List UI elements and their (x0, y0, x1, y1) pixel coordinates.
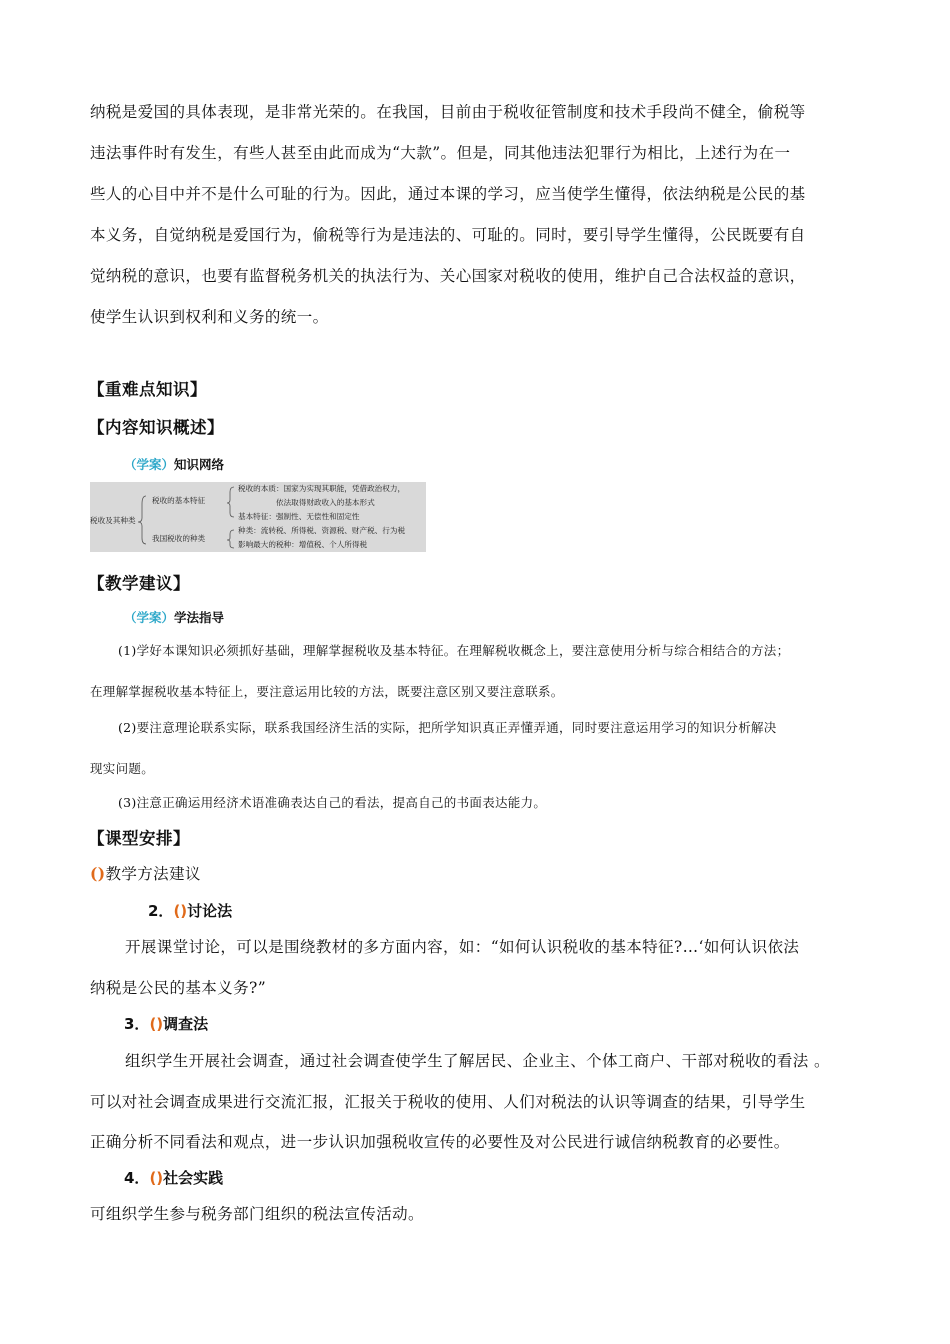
survey-line: 可以对社会调查成果进行交流汇报，汇报关于税收的使用、人们对税法的认识等调查的结果，引导学生 (90, 1093, 806, 1111)
method-item-2: (2)要注意理论联系实际，联系我国经济生活的实际，把所学知识真正弄懂弄通，同时要注意运用学习的知识分析解决 (118, 720, 777, 735)
method-title: 学法指导 (174, 610, 225, 625)
method-item-1-cont: 在理解掌握税收基本特征上，要注意运用比较的方法，既要注意区别又要注意联系。 (90, 684, 564, 699)
network-leaf1: 税收的本质：国家为实现其职能，凭借政治权力， (238, 484, 406, 493)
heading-suggestions: 【教学建议】 (88, 574, 190, 593)
knowledge-network-diagram (90, 482, 426, 552)
item-number: 4． (124, 1169, 150, 1187)
network-leaf4: 种类：流转税、所得税、资源税、财产税、行为税 (238, 526, 406, 535)
brace-branch1 (227, 487, 234, 517)
intro-line: 觉纳税的意识，也要有监督税务机关的执法行为、关心国家对税收的使用，维护自己合法权益的意识， (90, 267, 806, 285)
network-branch2: 我国税收的种类 (152, 534, 206, 543)
heading-arrangement: 【课型安排】 (88, 829, 190, 848)
network-leaf5: 影响最大的税种：增值税、个人所得税 (238, 540, 368, 549)
intro-paragraph (90, 92, 870, 338)
survey-line: 正确分析不同看法和观点，进一步认识加强税收宣传的必要性及对公民进行诚信纳税教育的必要性。 (90, 1133, 790, 1151)
brace-branch2 (227, 530, 234, 548)
arrangement-intro (90, 862, 201, 884)
paren-marker: () (173, 902, 188, 920)
network-label (124, 455, 224, 473)
method-tag: （学案） (124, 610, 175, 625)
network-leaf3: 基本特征：强制性、无偿性和固定性 (238, 512, 360, 521)
discussion-line: 纳税是公民的基本义务?” (90, 979, 267, 997)
item-title: 调查法 (163, 1015, 209, 1033)
network-leaf2: 依法取得财政收入的基本形式 (276, 498, 375, 507)
brace-root (138, 496, 146, 544)
method-item-2-cont: 现实问题。 (90, 761, 155, 776)
survey-line: 组织学生开展社会调查，通过社会调查使学生了解居民、企业主、个体工商户、干部对税收的看法 。 (125, 1052, 830, 1070)
network-branch1: 税收的基本特征 (152, 496, 206, 505)
intro-line: 些人的心目中并不是什么可耻的行为。因此，通过本课的学习，应当使学生懂得，依法纳税是公民的基 (90, 185, 806, 203)
item-title: 社会实践 (163, 1169, 224, 1187)
paren-marker: () (149, 1169, 164, 1187)
paren-marker: () (90, 864, 106, 883)
method-label (124, 608, 224, 626)
item-number: 2． (148, 902, 174, 920)
practice-line: 可组织学生参与税务部门组织的税法宣传活动。 (90, 1205, 424, 1223)
item-title: 讨论法 (187, 902, 233, 920)
item-number: 3． (124, 1015, 150, 1033)
heading-overview: 【内容知识概述】 (88, 418, 224, 437)
intro-line: 本义务，自觉纳税是爱国行为，偷税等行为是违法的、可耻的。同时，要引导学生懂得，公民既要有自 (90, 226, 806, 244)
heading-key-points: 【重难点知识】 (88, 380, 207, 399)
paren-marker: () (149, 1015, 164, 1033)
intro-line: 纳税是爱国的具体表现，是非常光荣的。在我国，目前由于税收征管制度和技术手段尚不健全，偷税等 (90, 103, 806, 121)
intro-line: 使学生认识到权利和义务的统一。 (90, 308, 329, 326)
method-item-3: (3)注意正确运用经济术语准确表达自己的看法，提高自己的书面表达能力。 (118, 795, 547, 810)
network-title: 知识网络 (174, 457, 225, 472)
network-root: 税收及其种类 (90, 516, 136, 525)
arrangement-first: 教学方法建议 (105, 865, 201, 883)
method-heading-survey (124, 1013, 208, 1034)
network-tag: （学案） (124, 457, 175, 472)
discussion-line: 开展课堂讨论，可以是围绕教材的多方面内容，如：“如何认识税收的基本特征?…‘如何认识依法 (125, 938, 800, 956)
method-heading-practice (124, 1167, 223, 1188)
intro-line: 违法事件时有发生，有些人甚至由此而成为“大款”。但是，同其他违法犯罪行为相比，上述行为在一 (90, 144, 791, 162)
method-heading-discussion (148, 900, 232, 921)
method-item-1: (1)学好本课知识必须抓好基础，理解掌握税收及基本特征。在理解税收概念上，要注意使用分析与综合相结合的方法； (118, 643, 790, 658)
